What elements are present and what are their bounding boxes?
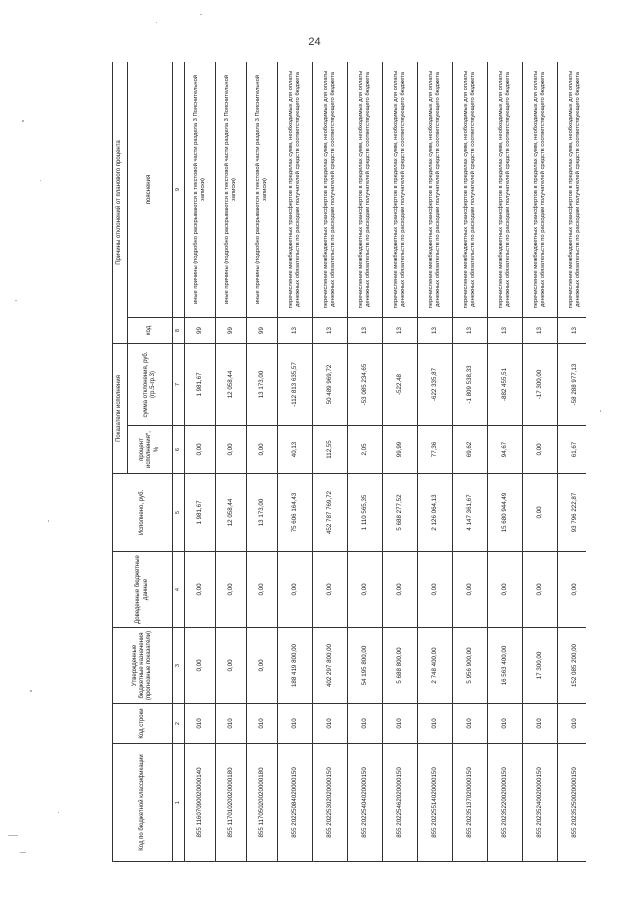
executed-amount-cell: 452 787 769,72 — [313, 474, 348, 552]
page-number: 24 — [308, 36, 321, 48]
deviation-sum-cell: -522,48 — [383, 344, 418, 426]
header-brought: Доведенные бюджетные данные — [113, 552, 173, 628]
percent-cell: 2,05 — [348, 426, 383, 474]
deviation-sum-cell: -112 813 635,57 — [278, 344, 313, 426]
explanation-cell: перечисление межбюджетных трансфертов в пределах сумм, необходимых для оплаты денежных обязательств по расходам получателей средств соответствующего бюджета — [558, 62, 587, 318]
scan-speck — [58, 812, 59, 813]
table-row — [418, 62, 453, 862]
explanation-cell: перечисление межбюджетных трансфертов в пределах сумм, необходимых для оплаты денежных обязательств по расходам получателей средств соответствующего бюджета — [488, 62, 523, 318]
table-header — [113, 62, 185, 862]
line-code-cell: 010 — [418, 704, 453, 744]
brought-amount-cell: 0,00 — [558, 552, 587, 628]
header-percent: процент исполнения*, % — [128, 426, 173, 474]
executed-amount-cell: 13 173,00 — [247, 474, 278, 552]
scan-mark — [20, 852, 26, 853]
percent-cell: 94,67 — [488, 426, 523, 474]
budget-classification-code: 855 20225462020000150 — [383, 744, 418, 862]
reason-code-cell: 13 — [558, 318, 587, 344]
brought-amount-cell: 0,00 — [216, 552, 247, 628]
table-row — [313, 62, 348, 862]
brought-amount-cell: 0,00 — [418, 552, 453, 628]
explanation-cell: перечисление межбюджетных трансфертов в пределах сумм, необходимых для оплаты денежных обязательств по расходам получателей средств соответствующего бюджета — [383, 62, 418, 318]
column-number: 2 — [173, 704, 185, 744]
deviation-sum-cell: 1 981,67 — [185, 344, 216, 426]
executed-amount-cell: 75 606 164,43 — [278, 474, 313, 552]
executed-amount-cell: 15 680 944,49 — [488, 474, 523, 552]
rotated-table-container — [112, 62, 586, 862]
reason-code-cell: 13 — [313, 318, 348, 344]
table-row — [278, 62, 313, 862]
line-code-cell: 010 — [348, 704, 383, 744]
reason-code-cell: 99 — [247, 318, 278, 344]
scan-speck — [600, 410, 601, 412]
column-number: 6 — [173, 426, 185, 474]
scan-speck — [22, 120, 24, 122]
brought-amount-cell: 0,00 — [247, 552, 278, 628]
header-explanation: пояснения — [128, 62, 173, 318]
explanation-cell: иные причины (подробно раскрываются в текстовой части раздела 3 Пояснительной записки) — [185, 62, 216, 318]
header-approved: Утвержденные бюджетные назначения (прогнозные показатели) — [113, 628, 173, 704]
executed-amount-cell: 5 688 277,52 — [383, 474, 418, 552]
budget-classification-code: 855 20235137020000150 — [453, 744, 488, 862]
brought-amount-cell: 0,00 — [383, 552, 418, 628]
reason-code-cell: 99 — [185, 318, 216, 344]
explanation-cell: перечисление межбюджетных трансфертов в пределах сумм, необходимых для оплаты денежных обязательств по расходам получателей средств соответствующего бюджета — [278, 62, 313, 318]
line-code-cell: 010 — [216, 704, 247, 744]
approved-amount-cell: 0,00 — [216, 628, 247, 704]
approved-amount-cell: 152 085 200,00 — [558, 628, 587, 704]
table-row — [488, 62, 523, 862]
deviation-sum-cell: -17 300,00 — [523, 344, 558, 426]
line-code-cell: 010 — [453, 704, 488, 744]
explanation-cell: перечисление межбюджетных трансфертов в пределах сумм, необходимых для оплаты денежных обязательств по расходам получателей средств соответствующего бюджета — [313, 62, 348, 318]
deviation-sum-cell: -622 335,87 — [418, 344, 453, 426]
line-code-cell: 010 — [313, 704, 348, 744]
reason-code-cell: 13 — [278, 318, 313, 344]
table-row — [383, 62, 418, 862]
table-row — [348, 62, 383, 862]
deviation-sum-cell: 50 489 969,72 — [313, 344, 348, 426]
table-row — [523, 62, 558, 862]
table-row — [247, 62, 278, 862]
deviation-sum-cell: -882 455,51 — [488, 344, 523, 426]
reason-code-cell: 13 — [488, 318, 523, 344]
line-code-cell: 010 — [247, 704, 278, 744]
column-number: 3 — [173, 628, 185, 704]
percent-cell: 61,67 — [558, 426, 587, 474]
approved-amount-cell: 188 419 800,00 — [278, 628, 313, 704]
approved-amount-cell: 54 195 800,00 — [348, 628, 383, 704]
percent-cell: 77,36 — [418, 426, 453, 474]
executed-amount-cell: 2 126 064,13 — [418, 474, 453, 552]
approved-amount-cell: 5 956 900,00 — [453, 628, 488, 704]
header-line-code: Код строки — [113, 704, 173, 744]
executed-amount-cell: 1 110 565,35 — [348, 474, 383, 552]
approved-amount-cell: 16 563 400,00 — [488, 628, 523, 704]
brought-amount-cell: 0,00 — [185, 552, 216, 628]
deviation-sum-cell: -58 288 977,13 — [558, 344, 587, 426]
table-row — [185, 62, 216, 862]
line-code-cell: 010 — [383, 704, 418, 744]
percent-cell: 0,00 — [185, 426, 216, 474]
reason-code-cell: 13 — [523, 318, 558, 344]
column-number: 7 — [173, 344, 185, 426]
approved-amount-cell: 17 300,00 — [523, 628, 558, 704]
table-row — [558, 62, 587, 862]
header-reasons-group: Причины отклонений от планового процента — [113, 62, 128, 344]
budget-classification-code: 855 20225084020000150 — [278, 744, 313, 862]
reason-code-cell: 13 — [348, 318, 383, 344]
percent-cell: 112,55 — [313, 426, 348, 474]
header-indicators-group: Показатели исполнения — [113, 344, 128, 474]
deviation-sum-cell: -1 809 538,33 — [453, 344, 488, 426]
line-code-cell: 010 — [558, 704, 587, 744]
percent-cell: 0,00 — [216, 426, 247, 474]
percent-cell: 99,99 — [383, 426, 418, 474]
scan-mark — [8, 835, 18, 836]
line-code-cell: 010 — [278, 704, 313, 744]
percent-cell: 0,00 — [523, 426, 558, 474]
reason-code-cell: 13 — [418, 318, 453, 344]
header-executed: Исполнено, руб. — [113, 474, 173, 552]
budget-execution-table — [112, 62, 586, 862]
scan-speck — [15, 300, 17, 301]
percent-cell: 0,00 — [247, 426, 278, 474]
scan-speck — [200, 14, 202, 15]
approved-amount-cell: 5 688 800,00 — [383, 628, 418, 704]
budget-classification-code: 855 20225514020000150 — [418, 744, 453, 862]
brought-amount-cell: 0,00 — [278, 552, 313, 628]
reason-code-cell: 99 — [216, 318, 247, 344]
brought-amount-cell: 0,00 — [313, 552, 348, 628]
explanation-cell: перечисление межбюджетных трансфертов в пределах сумм, необходимых для оплаты денежных обязательств по расходам получателей средств соответствующего бюджета — [348, 62, 383, 318]
table-row — [453, 62, 488, 862]
deviation-sum-cell: 13 173,00 — [247, 344, 278, 426]
rotated-table-area — [112, 62, 586, 862]
brought-amount-cell: 0,00 — [523, 552, 558, 628]
column-number: 1 — [173, 744, 185, 862]
brought-amount-cell: 0,00 — [488, 552, 523, 628]
column-number: 8 — [173, 318, 185, 344]
reason-code-cell: 13 — [383, 318, 418, 344]
percent-cell: 69,62 — [453, 426, 488, 474]
budget-classification-code: 855 11705020020000180 — [247, 744, 278, 862]
column-number: 9 — [173, 62, 185, 318]
executed-amount-cell: 4 147 361,67 — [453, 474, 488, 552]
explanation-cell: перечисление межбюджетных трансфертов в пределах сумм, необходимых для оплаты денежных обязательств по расходам получателей средств соответствующего бюджета — [453, 62, 488, 318]
approved-amount-cell: 2 748 400,00 — [418, 628, 453, 704]
brought-amount-cell: 0,00 — [348, 552, 383, 628]
approved-amount-cell: 0,00 — [185, 628, 216, 704]
column-number: 5 — [173, 474, 185, 552]
budget-classification-code: 855 11607090020000140 — [185, 744, 216, 862]
scan-speck — [156, 22, 157, 23]
percent-cell: 40,13 — [278, 426, 313, 474]
explanation-cell: иные причины (подробно раскрываются в текстовой части раздела 3 Пояснительной записки) — [247, 62, 278, 318]
budget-classification-code: 855 20235240020000150 — [523, 744, 558, 862]
scan-speck — [40, 180, 41, 181]
deviation-sum-cell: 12 058,44 — [216, 344, 247, 426]
reason-code-cell: 13 — [453, 318, 488, 344]
executed-amount-cell: 1 981,67 — [185, 474, 216, 552]
approved-amount-cell: 0,00 — [247, 628, 278, 704]
brought-amount-cell: 0,00 — [453, 552, 488, 628]
table-row — [216, 62, 247, 862]
executed-amount-cell: 12 058,44 — [216, 474, 247, 552]
column-number: 4 — [173, 552, 185, 628]
deviation-sum-cell: -53 085 234,65 — [348, 344, 383, 426]
scan-speck — [30, 690, 32, 692]
line-code-cell: 010 — [523, 704, 558, 744]
explanation-cell: иные причины (подробно раскрываются в текстовой части раздела 3 Пояснительной записки) — [216, 62, 247, 318]
column-number-row — [173, 62, 185, 862]
approved-amount-cell: 402 297 800,00 — [313, 628, 348, 704]
budget-classification-code: 855 20235220020000150 — [488, 744, 523, 862]
header-deviation-sum: сумма отклонения, руб. (гр.5-гр.3) — [128, 344, 173, 426]
scan-speck — [48, 520, 49, 522]
explanation-cell: перечисление межбюджетных трансфертов в пределах сумм, необходимых для оплаты денежных обязательств по расходам получателей средств соответствующего бюджета — [523, 62, 558, 318]
explanation-cell: перечисление межбюджетных трансфертов в пределах сумм, необходимых для оплаты денежных обязательств по расходам получателей средств соответствующего бюджета — [418, 62, 453, 318]
budget-classification-code: 855 20225404020000150 — [348, 744, 383, 862]
executed-amount-cell: 93 796 222,87 — [558, 474, 587, 552]
header-classification: Код по бюджетной классификации — [113, 744, 173, 862]
budget-classification-code: 855 11701020020000180 — [216, 744, 247, 862]
table-body — [185, 62, 587, 862]
header-reason-code: код — [128, 318, 173, 344]
line-code-cell: 010 — [185, 704, 216, 744]
line-code-cell: 010 — [488, 704, 523, 744]
executed-amount-cell: 0,00 — [523, 474, 558, 552]
budget-classification-code: 855 20235250020000150 — [558, 744, 587, 862]
budget-classification-code: 855 20225302020000150 — [313, 744, 348, 862]
